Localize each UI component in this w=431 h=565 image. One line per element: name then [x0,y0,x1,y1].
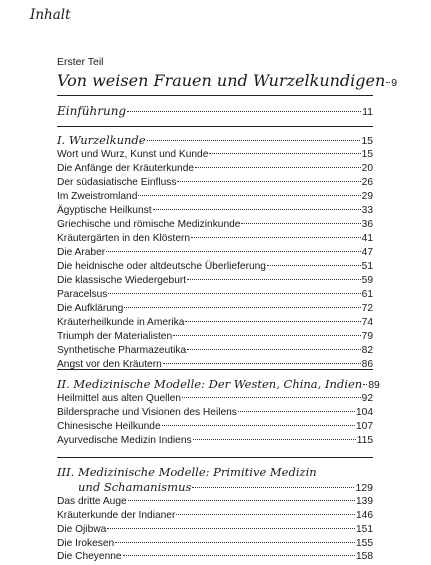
toc-page: 9 [391,77,398,89]
toc-entry: Bildersprache und Visionen des Heilens 104 [57,407,373,418]
toc-entry: Die Araber 47 [57,247,373,258]
divider [57,126,373,127]
toc-entry: Im Zweistromland 29 [57,191,373,202]
toc-entry: Heilmittel aus alten Quellen 92 [57,393,373,404]
toc-entry: Triumph der Materialisten 79 [57,331,373,342]
toc-entry: Die klassische Wiedergeburt 59 [57,275,373,286]
toc-entry: Kräutergärten in den Klöstern 41 [57,233,373,244]
toc-entry: Ayurvedische Medizin Indiens 115 [57,435,373,446]
toc-entry: Die Cheyenne 158 [57,551,373,562]
toc-entry: Ägyptische Heilkunst 33 [57,205,373,216]
toc-entry: Kräuterkunde der Indianer 146 [57,510,373,521]
toc-entry: Paracelsus 61 [57,289,373,300]
part-label: Erster Teil [57,56,104,68]
toc-entry: Das dritte Auge 139 [57,496,373,507]
toc-entry: Angst vor den Kräutern 86 [57,359,373,370]
toc-entry: Die Aufklärung 72 [57,303,373,314]
toc-entry: Der südasiatische Einfluss 26 [57,177,373,188]
page-heading: Inhalt [30,7,71,23]
toc-section-heading: III. Medizinische Modelle: Primitive Medizin [57,465,317,479]
toc-page: 11 [362,106,373,118]
toc-part-title [57,71,398,90]
toc-entry: Die Ojibwa 151 [57,524,373,535]
toc-entry: Chinesische Heilkunde 107 [57,421,373,432]
toc-title: Von weisen Frauen und Wurzelkundigen [57,71,386,90]
toc-intro [57,104,373,118]
toc-section-heading-cont: und Schamanismus 129 [78,480,373,494]
toc-entry: Kräuterheilkunde in Amerika 74 [57,317,373,328]
toc-entry: Griechische und römische Medizinkunde 36 [57,219,373,230]
toc-entry: Die Irokesen 155 [57,538,373,549]
divider [57,95,373,96]
toc-section-heading: II. Medizinische Modelle: Der Westen, China, Indien 89 [57,377,380,391]
toc-entry: Die heidnische oder altdeutsche Überlieferung 51 [57,261,373,272]
toc-entry: Synthetische Pharmazeutika 82 [57,345,373,356]
divider [57,457,373,458]
toc-section-heading: I. Wurzelkunde 15 [57,133,373,147]
toc-entry: Die Anfänge der Kräuterkunde 20 [57,163,373,174]
toc-entry: Wort und Wurz, Kunst und Kunde 15 [57,149,373,160]
toc-title: Einführung [57,104,127,118]
